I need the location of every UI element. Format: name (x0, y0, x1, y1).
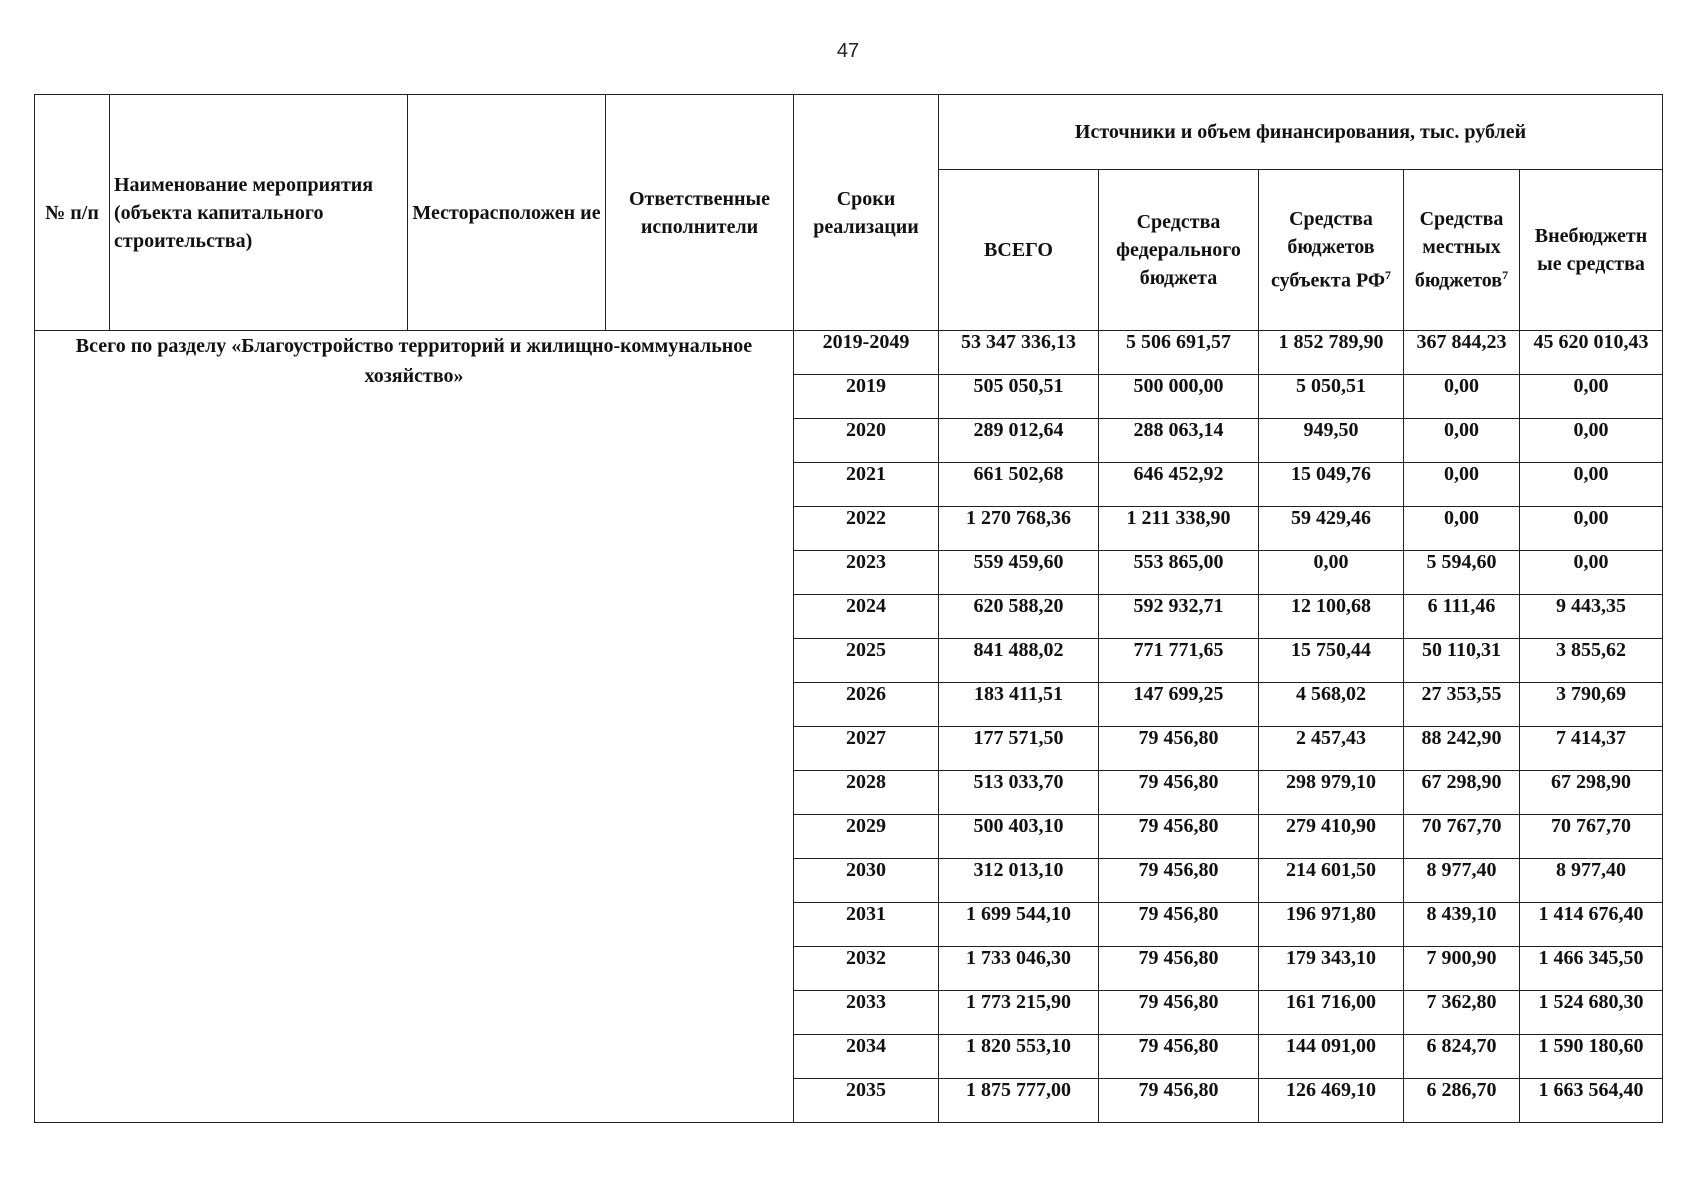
cell-federal: 500 000,00 (1099, 375, 1259, 419)
cell-total: 1 270 768,36 (939, 507, 1099, 551)
cell-federal: 79 456,80 (1099, 903, 1259, 947)
cell-local: 367 844,23 (1404, 331, 1520, 375)
cell-regional: 15 750,44 (1259, 639, 1404, 683)
cell-regional: 196 971,80 (1259, 903, 1404, 947)
cell-regional: 15 049,76 (1259, 463, 1404, 507)
cell-extra: 8 977,40 (1520, 859, 1663, 903)
cell-year: 2019-2049 (794, 331, 939, 375)
cell-total: 513 033,70 (939, 771, 1099, 815)
cell-local: 8 439,10 (1404, 903, 1520, 947)
cell-regional: 161 716,00 (1259, 991, 1404, 1035)
page-number: 47 (836, 40, 860, 62)
cell-federal: 79 456,80 (1099, 1035, 1259, 1079)
cell-year: 2032 (794, 947, 939, 991)
cell-total: 177 571,50 (939, 727, 1099, 771)
cell-federal: 771 771,65 (1099, 639, 1259, 683)
cell-extra: 0,00 (1520, 419, 1663, 463)
cell-extra: 67 298,90 (1520, 771, 1663, 815)
cell-regional: 2 457,43 (1259, 727, 1404, 771)
cell-year: 2033 (794, 991, 939, 1035)
header-location: Месторасположен ие (408, 95, 606, 331)
header-federal: Средства федерального бюджета (1099, 170, 1259, 331)
cell-regional: 179 343,10 (1259, 947, 1404, 991)
cell-total: 661 502,68 (939, 463, 1099, 507)
cell-extra: 1 466 345,50 (1520, 947, 1663, 991)
cell-local: 6 824,70 (1404, 1035, 1520, 1079)
header-total: ВСЕГО (939, 170, 1099, 331)
cell-extra: 9 443,35 (1520, 595, 1663, 639)
cell-total: 1 773 215,90 (939, 991, 1099, 1035)
header-local-footnote: 7 (1502, 268, 1509, 283)
cell-year: 2034 (794, 1035, 939, 1079)
cell-regional: 1 852 789,90 (1259, 331, 1404, 375)
cell-local: 88 242,90 (1404, 727, 1520, 771)
cell-year: 2035 (794, 1079, 939, 1123)
header-funding-group: Источники и объем финансирования, тыс. рублей (939, 95, 1663, 170)
cell-total: 1 875 777,00 (939, 1079, 1099, 1123)
cell-regional: 279 410,90 (1259, 815, 1404, 859)
cell-federal: 1 211 338,90 (1099, 507, 1259, 551)
header-extra: Внебюджетн ые средства (1520, 170, 1663, 331)
cell-federal: 79 456,80 (1099, 771, 1259, 815)
cell-total: 1 733 046,30 (939, 947, 1099, 991)
cell-total: 53 347 336,13 (939, 331, 1099, 375)
cell-extra: 3 790,69 (1520, 683, 1663, 727)
cell-federal: 79 456,80 (1099, 815, 1259, 859)
cell-extra: 1 524 680,30 (1520, 991, 1663, 1035)
cell-federal: 79 456,80 (1099, 991, 1259, 1035)
cell-federal: 79 456,80 (1099, 859, 1259, 903)
cell-federal: 646 452,92 (1099, 463, 1259, 507)
cell-local: 7 362,80 (1404, 991, 1520, 1035)
cell-extra: 70 767,70 (1520, 815, 1663, 859)
cell-local: 27 353,55 (1404, 683, 1520, 727)
cell-local: 5 594,60 (1404, 551, 1520, 595)
cell-regional: 59 429,46 (1259, 507, 1404, 551)
cell-total: 559 459,60 (939, 551, 1099, 595)
cell-local: 50 110,31 (1404, 639, 1520, 683)
cell-year: 2026 (794, 683, 939, 727)
cell-regional: 949,50 (1259, 419, 1404, 463)
cell-total: 1 699 544,10 (939, 903, 1099, 947)
header-name: Наименование мероприятия (объекта капитального строительства) (110, 95, 408, 331)
header-regional-footnote: 7 (1385, 268, 1392, 283)
cell-total: 289 012,64 (939, 419, 1099, 463)
cell-regional: 126 469,10 (1259, 1079, 1404, 1123)
cell-total: 500 403,10 (939, 815, 1099, 859)
cell-local: 7 900,90 (1404, 947, 1520, 991)
cell-extra: 1 414 676,40 (1520, 903, 1663, 947)
cell-year: 2030 (794, 859, 939, 903)
cell-regional: 5 050,51 (1259, 375, 1404, 419)
cell-federal: 553 865,00 (1099, 551, 1259, 595)
cell-federal: 592 932,71 (1099, 595, 1259, 639)
cell-extra: 7 414,37 (1520, 727, 1663, 771)
cell-local: 67 298,90 (1404, 771, 1520, 815)
cell-year: 2031 (794, 903, 939, 947)
cell-year: 2023 (794, 551, 939, 595)
cell-year: 2022 (794, 507, 939, 551)
cell-federal: 288 063,14 (1099, 419, 1259, 463)
cell-regional: 214 601,50 (1259, 859, 1404, 903)
table-body (35, 331, 1663, 1123)
cell-regional: 298 979,10 (1259, 771, 1404, 815)
cell-regional: 4 568,02 (1259, 683, 1404, 727)
header-regional-label: Средства бюджетов субъекта РФ (1270, 208, 1386, 292)
cell-extra: 0,00 (1520, 507, 1663, 551)
cell-local: 0,00 (1404, 507, 1520, 551)
cell-federal: 5 506 691,57 (1099, 331, 1259, 375)
cell-extra: 45 620 010,43 (1520, 331, 1663, 375)
cell-local: 6 111,46 (1404, 595, 1520, 639)
cell-year: 2020 (794, 419, 939, 463)
cell-year: 2021 (794, 463, 939, 507)
section-summary-label: Всего по разделу «Благоустройство территорий и жилищно-коммунальное хозяйство» (35, 331, 794, 1123)
header-responsible: Ответственные исполнители (606, 95, 794, 331)
cell-local: 0,00 (1404, 463, 1520, 507)
cell-extra: 0,00 (1520, 551, 1663, 595)
cell-total: 505 050,51 (939, 375, 1099, 419)
cell-federal: 79 456,80 (1099, 1079, 1259, 1123)
cell-year: 2029 (794, 815, 939, 859)
cell-regional: 12 100,68 (1259, 595, 1404, 639)
cell-regional: 0,00 (1259, 551, 1404, 595)
cell-extra: 1 663 564,40 (1520, 1079, 1663, 1123)
header-regional (1259, 170, 1404, 331)
cell-local: 70 767,70 (1404, 815, 1520, 859)
cell-year: 2027 (794, 727, 939, 771)
header-num: № п/п (35, 95, 110, 331)
cell-federal: 79 456,80 (1099, 727, 1259, 771)
cell-extra: 3 855,62 (1520, 639, 1663, 683)
cell-extra: 0,00 (1520, 463, 1663, 507)
cell-local: 0,00 (1404, 419, 1520, 463)
cell-year: 2024 (794, 595, 939, 639)
cell-total: 1 820 553,10 (939, 1035, 1099, 1079)
cell-year: 2025 (794, 639, 939, 683)
cell-year: 2028 (794, 771, 939, 815)
table-row (35, 331, 1663, 375)
cell-local: 8 977,40 (1404, 859, 1520, 903)
header-local (1404, 170, 1520, 331)
cell-regional: 144 091,00 (1259, 1035, 1404, 1079)
cell-total: 312 013,10 (939, 859, 1099, 903)
cell-total: 620 588,20 (939, 595, 1099, 639)
funding-table (34, 94, 1663, 1123)
cell-local: 6 286,70 (1404, 1079, 1520, 1123)
header-local-label: Средства местных бюджетов (1414, 208, 1504, 292)
cell-extra: 1 590 180,60 (1520, 1035, 1663, 1079)
cell-federal: 147 699,25 (1099, 683, 1259, 727)
cell-federal: 79 456,80 (1099, 947, 1259, 991)
cell-total: 183 411,51 (939, 683, 1099, 727)
cell-total: 841 488,02 (939, 639, 1099, 683)
cell-local: 0,00 (1404, 375, 1520, 419)
cell-extra: 0,00 (1520, 375, 1663, 419)
header-terms: Сроки реализации (794, 95, 939, 331)
cell-year: 2019 (794, 375, 939, 419)
